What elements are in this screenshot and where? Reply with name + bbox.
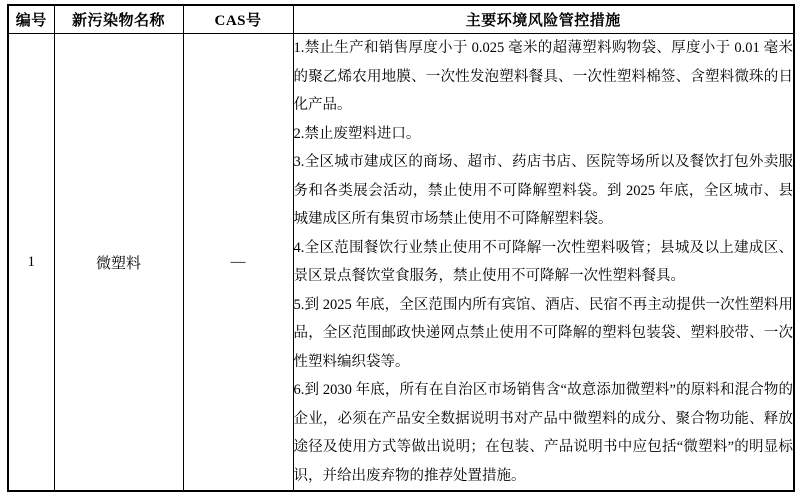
cell-measures [293, 34, 794, 492]
measure-item: 2.禁止废塑料进口。 [293, 125, 421, 142]
header-cell-cas-number: CAS号 [183, 5, 293, 34]
measure-item: 4.全区范围餐饮行业禁止使用不可降解一次性塑料吸管；县城及以上建成区、景区景点餐饮堂食服务，禁止使用不可降解一次性塑料餐具。 [293, 239, 793, 284]
header-cell-measures: 主要环境风险管控措施 [293, 5, 794, 34]
measure-item: 6.到 2030 年底，所有在自治区市场销售含“故意添加微塑料”的原料和混合物的企业，必须在产品安全数据说明书对产品中微塑料的成分、聚合物功能、释放途径及使用方式等做出说明；在包装、产品说明书中应包括“微塑料”的明显标识，并给出废弃物的推荐处置措施。 [293, 382, 793, 484]
table-row [8, 34, 794, 492]
measure-item: 1.禁止生产和销售厚度小于 0.025 毫米的超薄塑料购物袋、厚度小于 0.01 毫米的聚乙烯农用地膜、一次性发泡塑料餐具、一次性塑料棉签、含塑料微珠的日化产品。 [293, 40, 793, 113]
cell-pollutant-name: 微塑料 [54, 34, 183, 492]
measure-item: 5.到 2025 年底，全区范围内所有宾馆、酒店、民宿不再主动提供一次性塑料用品，全区范围邮政快递网点禁止使用不可降解的塑料包装袋、塑料胶带、一次性塑料编织袋等。 [293, 296, 793, 370]
cell-cas-number: — [183, 34, 293, 492]
cell-number: 1 [8, 34, 54, 492]
header-cell-number: 编号 [8, 5, 54, 34]
header-row [8, 5, 794, 34]
pollutant-control-table [7, 4, 795, 492]
measure-item: 3.全区城市建成区的商场、超市、药店书店、医院等场所以及餐饮打包外卖服务和各类展会活动，禁止使用不可降解塑料袋。到 2025 年底，全区城市、县城建成区所有集贸市场禁止使用不可降解塑料袋。 [293, 154, 793, 227]
header-cell-pollutant-name: 新污染物名称 [54, 5, 183, 34]
